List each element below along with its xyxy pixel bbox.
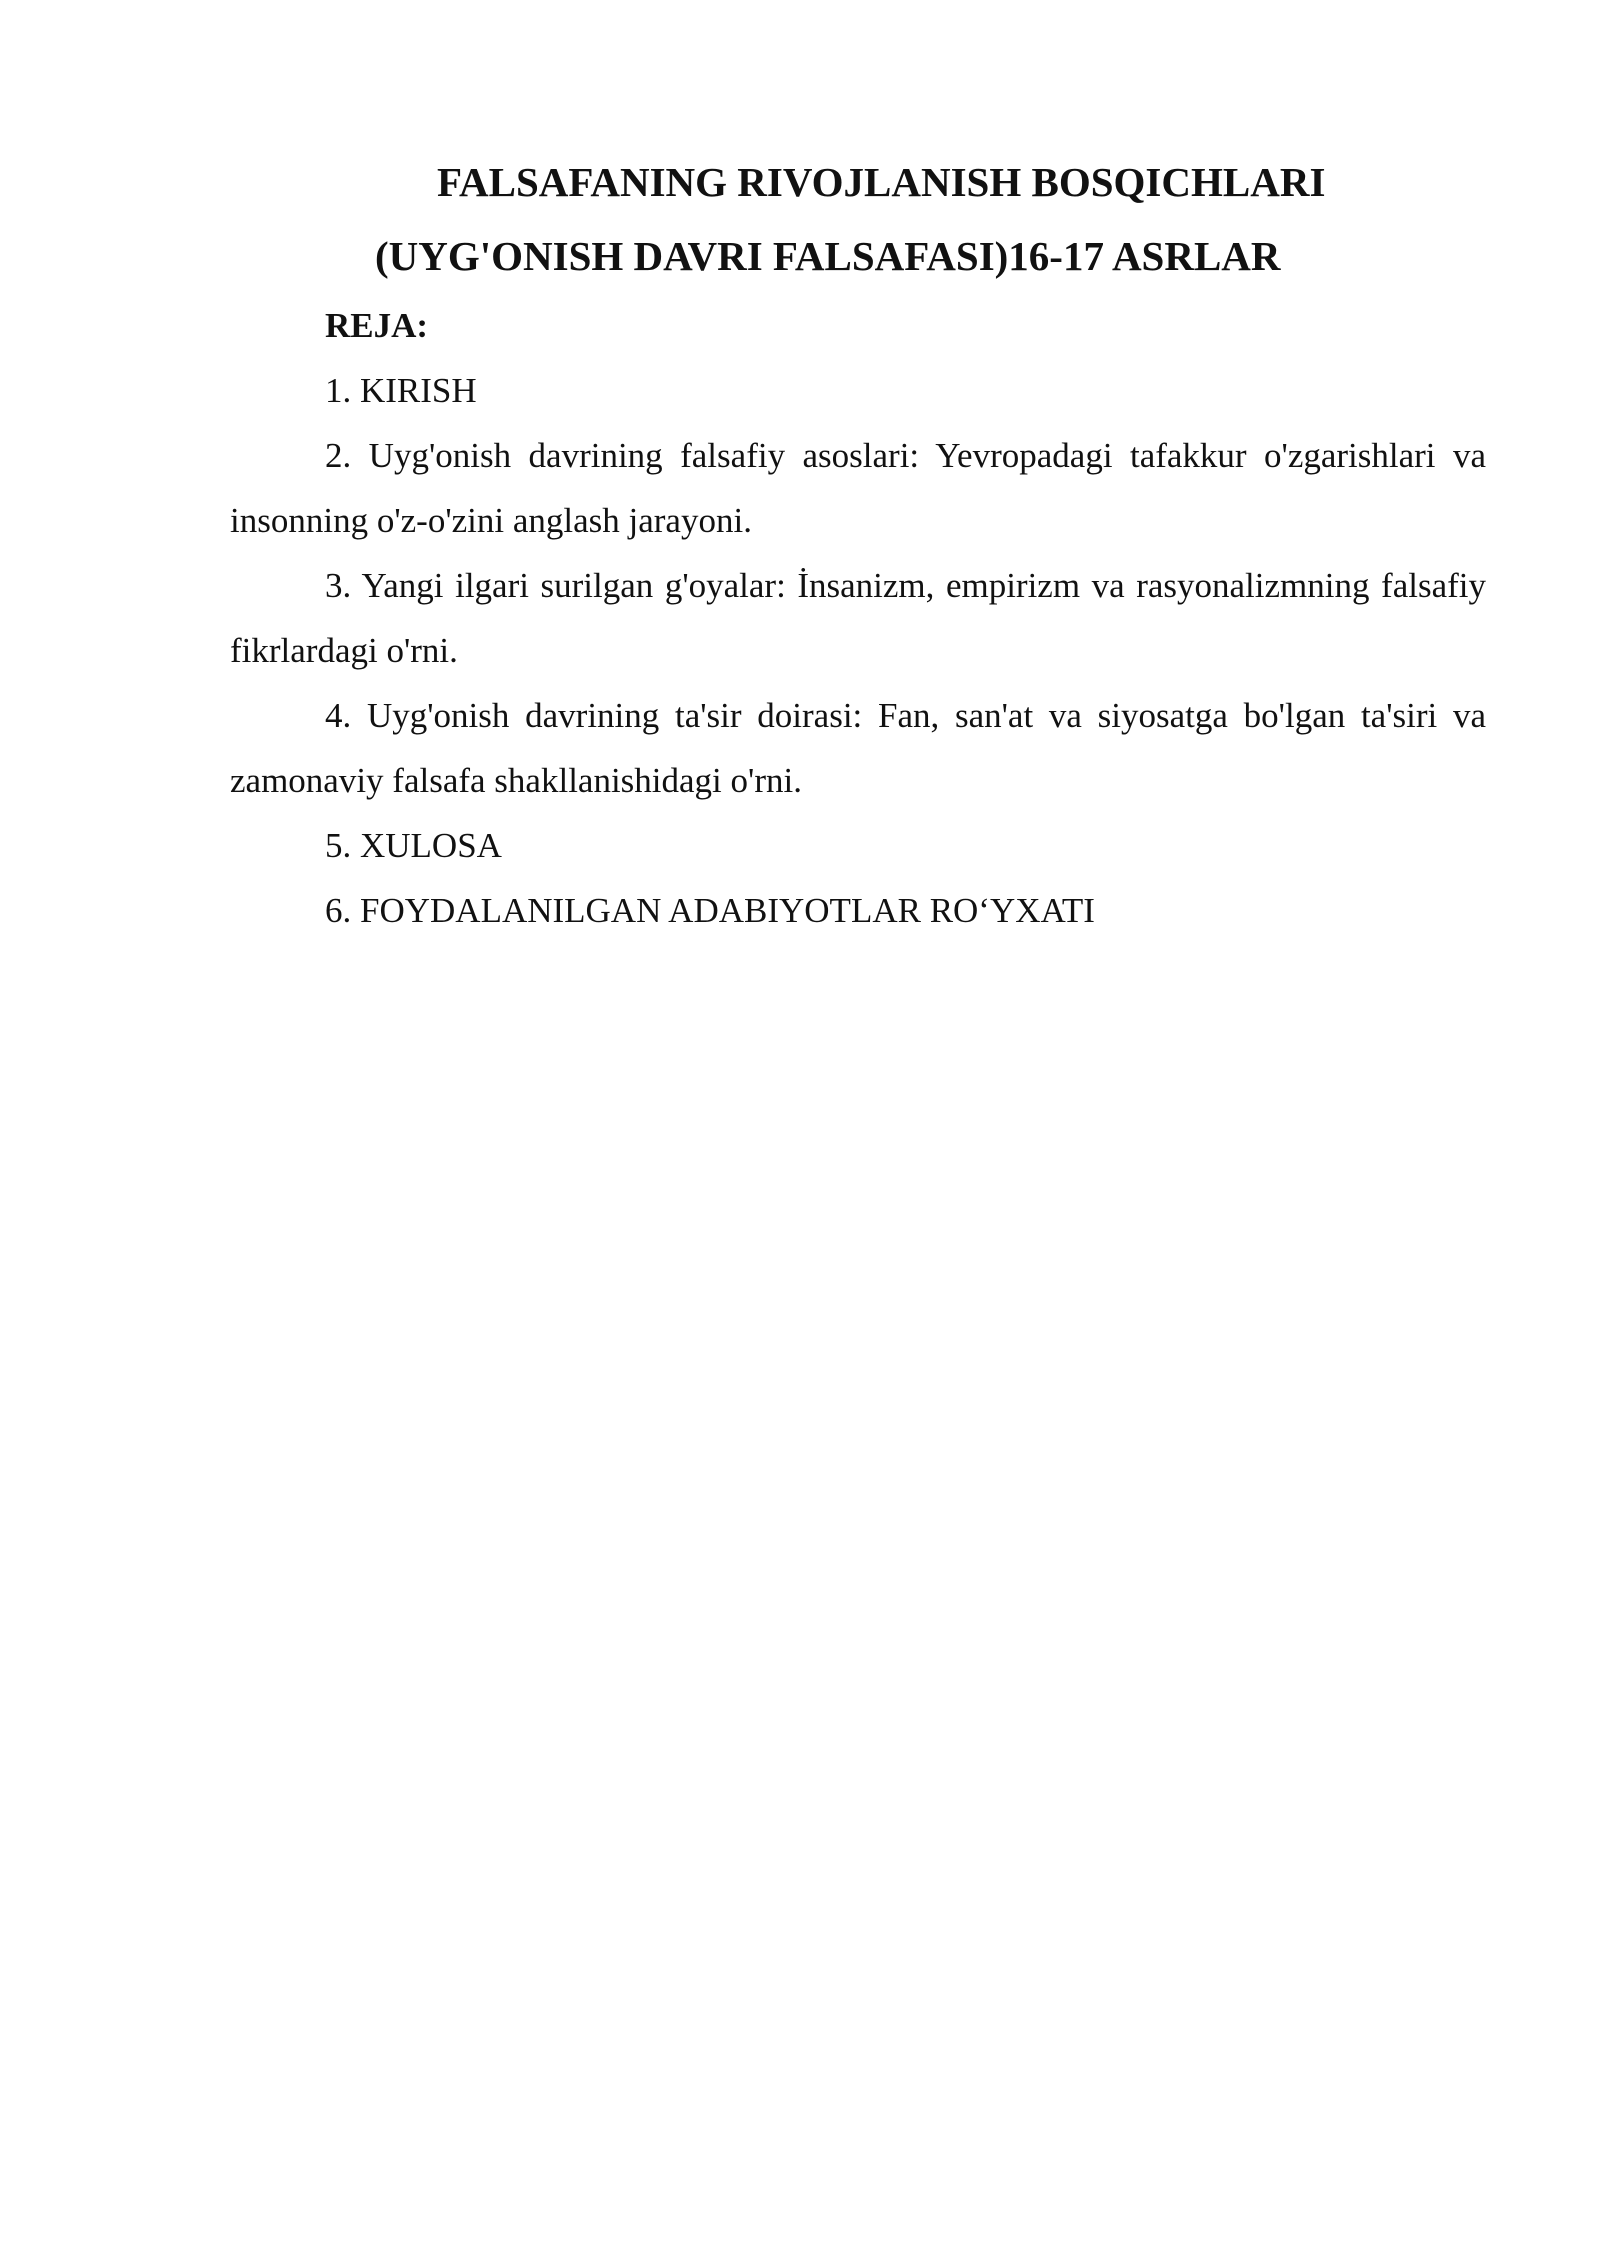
plan-item-4: 4. Uyg'onish davrining ta'sir doirasi: Fan, san'at va siyosatga bo'lgan ta'siri va zamonaviy falsafa shakllanishidagi o'rni. bbox=[230, 696, 1486, 800]
document-body bbox=[230, 145, 1486, 943]
document-title-line-1: FALSAFANING RIVOJLANISH BOSQICHLARI bbox=[437, 159, 1326, 205]
plan-item-3: 3. Yangi ilgari surilgan g'oyalar: İnsanizm, empirizm va rasyonalizmning falsafiy fikrlardagi o'rni. bbox=[230, 566, 1486, 670]
plan-heading: REJA: bbox=[325, 306, 429, 345]
plan-item-5: 5. XULOSA bbox=[325, 826, 502, 865]
plan-item-6: 6. FOYDALANILGAN ADABIYOTLAR RO‘YXATI bbox=[325, 891, 1095, 930]
plan-item-1: 1. KIRISH bbox=[325, 371, 477, 410]
document-title-line-2: (UYG'ONISH DAVRI FALSAFASI)16-17 ASRLAR bbox=[375, 233, 1281, 279]
plan-item-2: 2. Uyg'onish davrining falsafiy asoslari: Yevropadagi tafakkur o'zgarishlari va insonning o'z-o'zini anglash jarayoni. bbox=[230, 436, 1486, 540]
